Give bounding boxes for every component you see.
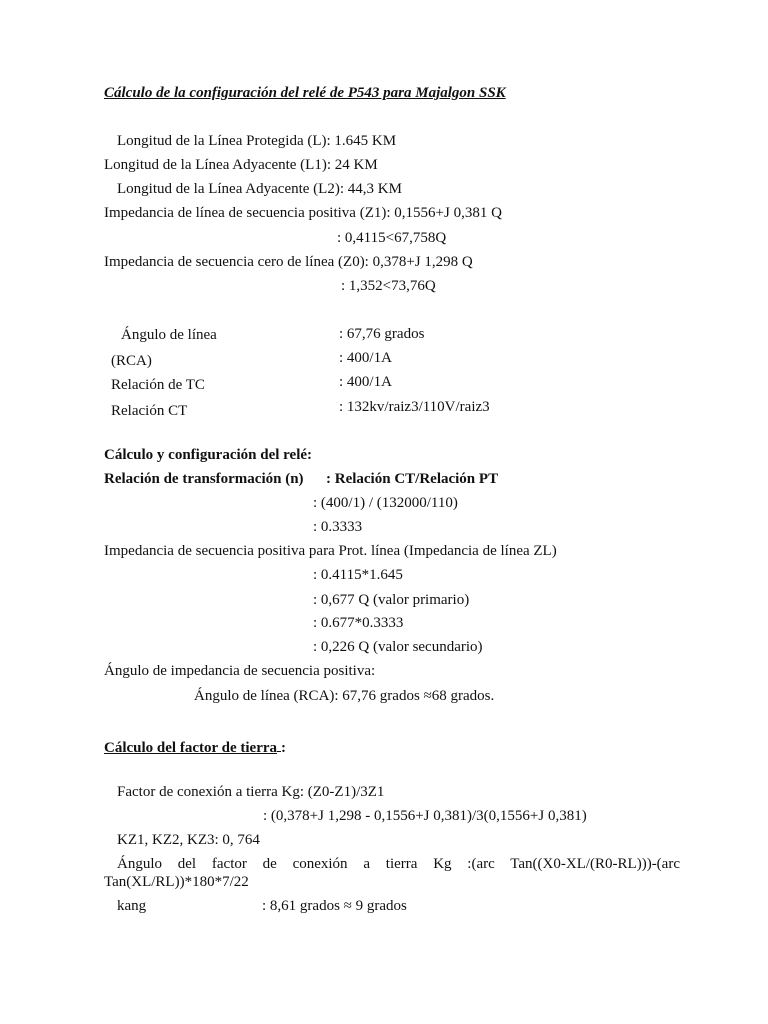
kang-value: : 8,61 grados ≈ 9 grados: [262, 898, 407, 914]
table-value: : 132kv/raiz3/110V/raiz3: [339, 399, 490, 415]
earth-factor-heading: [104, 736, 286, 757]
table-label: (RCA): [111, 353, 152, 369]
zl-calculation-2: : 0.677*0.3333: [313, 615, 404, 631]
positive-sequence-impedance: Impedancia de línea de secuencia positiva (Z1): 0,1556+J 0,381 Q: [104, 205, 502, 221]
earth-factor-heading-text: Cálculo del factor de tierra: [104, 740, 278, 756]
table-label: Relación CT: [111, 403, 188, 419]
adjacent-line-l2: Longitud de la Línea Adyacente (L2): 44,3 KM: [117, 181, 402, 197]
zero-sequence-impedance: Impedancia de secuencia cero de línea (Z0): 0,378+J 1,298 Q: [104, 254, 473, 270]
angle-heading: Ángulo de impedancia de secuencia positiva:: [104, 663, 376, 679]
table-value: : 400/1A: [339, 350, 392, 366]
adjacent-line-l1: Longitud de la Línea Adyacente (L1): 24 KM: [104, 157, 378, 173]
zl-secondary: : 0,226 Q (valor secundario): [313, 639, 483, 655]
zl-primary: : 0,677 Q (valor primario): [313, 592, 470, 608]
relay-section-heading: Cálculo y configuración del relé:: [104, 447, 313, 463]
kz-values: KZ1, KZ2, KZ3: 0, 764: [117, 832, 260, 848]
kang-label: kang: [117, 898, 147, 914]
angle-value: Ángulo de línea (RCA): 67,76 grados ≈68 grados.: [194, 688, 495, 704]
table-label: Ángulo de línea: [121, 327, 217, 343]
zero-sequence-polar: : 1,352<73,76Q: [341, 278, 436, 294]
earth-factor-heading-colon: :: [281, 740, 287, 756]
zl-calculation: : 0.4115*1.645: [313, 567, 403, 583]
ratio-calculation: : (400/1) / (132000/110): [313, 495, 458, 511]
ratio-result: : 0.3333: [313, 519, 363, 535]
document-title: Cálculo de la configuración del relé de P543 para Majalgon SSK: [104, 85, 506, 101]
protected-line-length: Longitud de la Línea Protegida (L): 1.645 KM: [117, 133, 397, 149]
table-value: : 400/1A: [339, 374, 392, 390]
kg-formula: Factor de conexión a tierra Kg: (Z0-Z1)/3Z1: [117, 784, 385, 800]
ratio-formula: : Relación CT/Relación PT: [326, 471, 499, 487]
zl-heading: Impedancia de secuencia positiva para Prot. línea (Impedancia de línea ZL): [104, 543, 557, 559]
positive-sequence-polar: : 0,4115<67,758Q: [337, 230, 447, 246]
angle-formula: Ángulo del factor de conexión a tierra Kg :(arc Tan((X0-XL/(R0-RL)))-(arc Tan(XL/RL))*180*7/22: [104, 856, 680, 890]
table-value: : 67,76 grados: [339, 326, 425, 342]
ratio-label: Relación de transformación (n): [104, 471, 304, 487]
table-label: Relación de TC: [111, 377, 205, 393]
kg-calculation: : (0,378+J 1,298 - 0,1556+J 0,381)/3(0,1556+J 0,381): [263, 808, 587, 824]
